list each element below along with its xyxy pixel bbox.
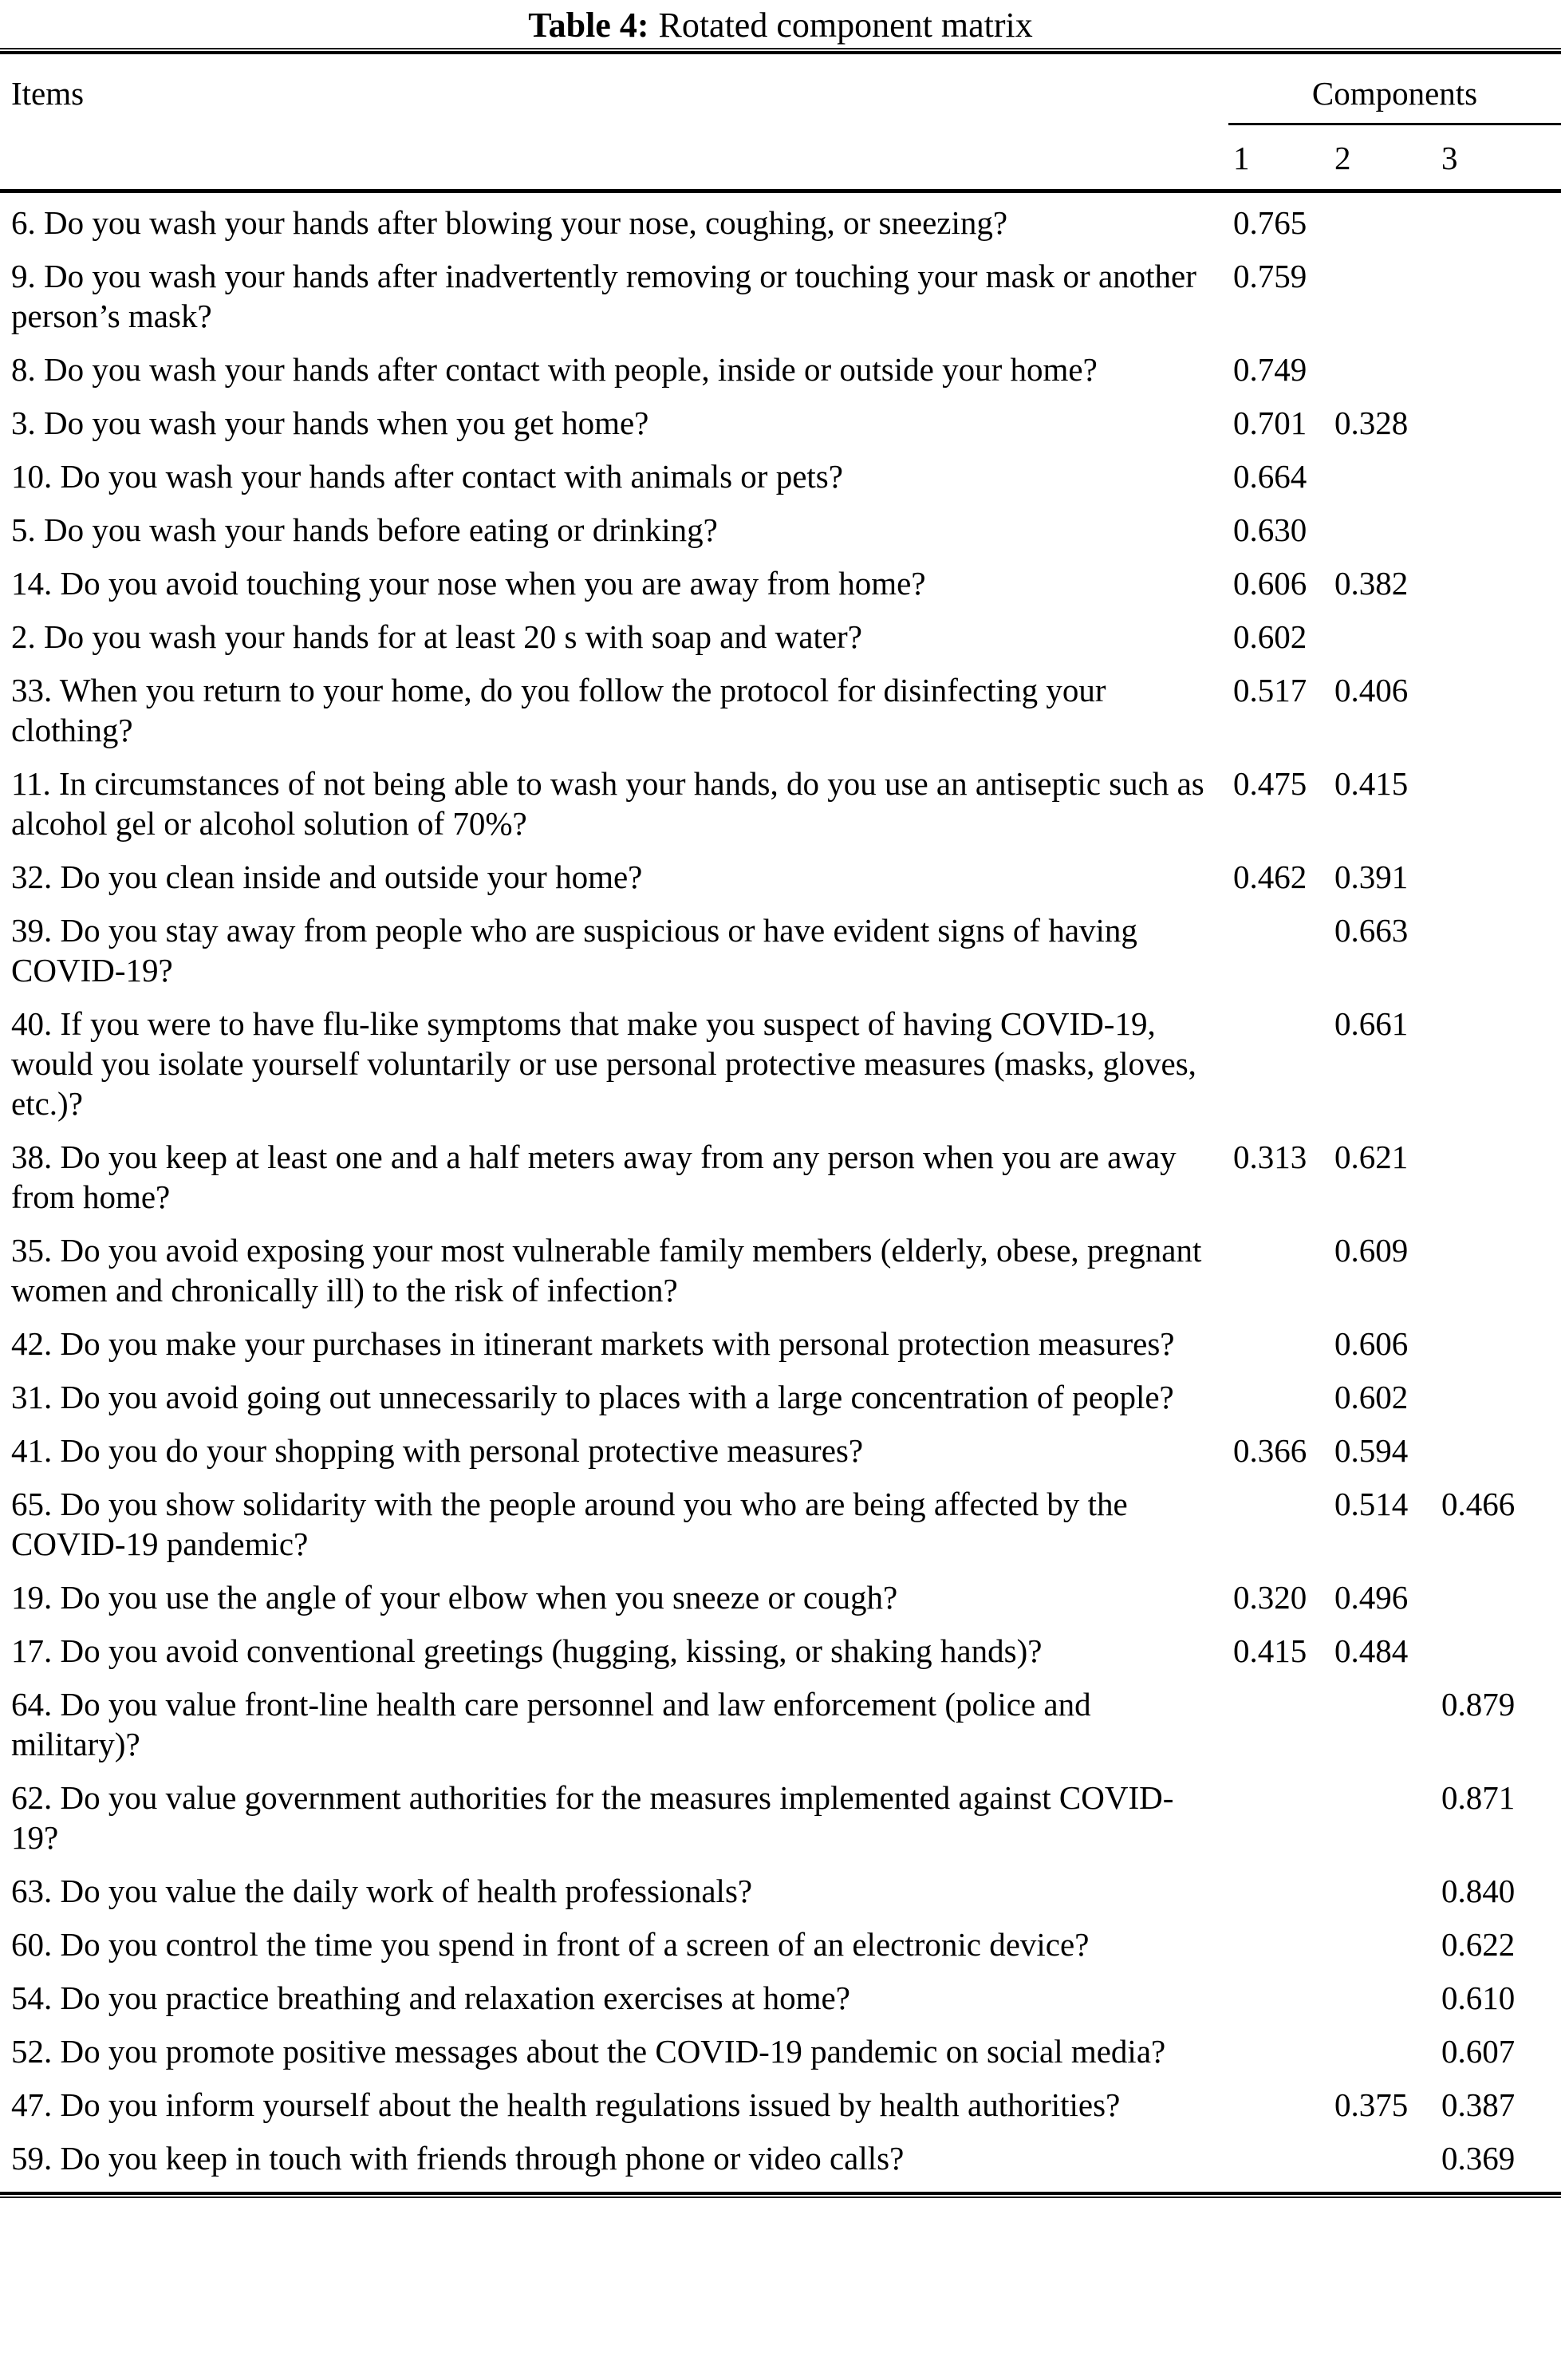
loading-component-3: 0.387 — [1441, 2086, 1516, 2123]
table-title-text: Rotated component matrix — [658, 6, 1033, 45]
loading-component-2: 0.406 — [1334, 672, 1409, 708]
loading-component-3: 0.610 — [1441, 1979, 1516, 2016]
table-row — [0, 1577, 1561, 1631]
loading-component-1 — [1228, 1377, 1330, 1431]
loading-component-1: 0.313 — [1233, 1139, 1307, 1175]
table-top-rule — [0, 48, 1561, 54]
loading-component-1: 0.606 — [1233, 565, 1307, 602]
item-text: 63. Do you value the daily work of health professionals? — [11, 1873, 753, 1909]
loading-component-3: 0.840 — [1441, 1873, 1516, 1909]
loading-component-3 — [1435, 1577, 1561, 1631]
loading-component-2 — [1330, 1978, 1435, 2031]
table-row — [0, 2138, 1561, 2192]
item-text: 6. Do you wash your hands after blowing your nose, coughing, or sneezing? — [11, 204, 1008, 241]
loading-component-2: 0.663 — [1334, 912, 1409, 949]
loading-component-2 — [1330, 2031, 1435, 2085]
table-row — [0, 563, 1561, 617]
loading-component-3 — [1435, 510, 1561, 563]
loading-component-1 — [1228, 910, 1330, 1004]
table-row — [0, 1978, 1561, 2031]
loading-component-1: 0.701 — [1233, 405, 1307, 441]
table-body — [0, 191, 1561, 2193]
item-text: 14. Do you avoid touching your nose when you are away from home? — [11, 565, 926, 602]
loading-component-2 — [1330, 1778, 1435, 1871]
loading-component-1: 0.765 — [1233, 204, 1307, 241]
loading-component-2: 0.621 — [1334, 1139, 1409, 1175]
loading-component-3 — [1435, 1631, 1561, 1684]
loading-component-1: 0.630 — [1233, 511, 1307, 548]
loading-component-1 — [1228, 1230, 1330, 1324]
loading-component-1 — [1228, 1684, 1330, 1778]
loading-component-1: 0.517 — [1233, 672, 1307, 708]
loading-component-2: 0.609 — [1334, 1232, 1409, 1269]
loading-component-2 — [1330, 1924, 1435, 1978]
loading-component-1 — [1228, 1004, 1330, 1137]
loading-component-1 — [1228, 1484, 1330, 1577]
loading-component-3: 0.369 — [1441, 2140, 1516, 2177]
table-row — [0, 403, 1561, 456]
table-row — [0, 2031, 1561, 2085]
loading-component-2: 0.328 — [1334, 405, 1409, 441]
loading-component-2: 0.382 — [1334, 565, 1409, 602]
loading-component-2 — [1330, 191, 1435, 257]
table-row — [0, 764, 1561, 857]
loading-component-2 — [1330, 2138, 1435, 2192]
loading-component-3 — [1435, 1377, 1561, 1431]
item-text: 60. Do you control the time you spend in front of a screen of an electronic device? — [11, 1926, 1090, 1963]
loading-component-2 — [1330, 1684, 1435, 1778]
loading-component-3 — [1435, 1004, 1561, 1137]
loading-component-1: 0.749 — [1233, 351, 1307, 388]
item-text: 9. Do you wash your hands after inadvertently removing or touching your mask or another person’s mask? — [11, 258, 1196, 334]
item-text: 11. In circumstances of not being able to wash your hands, do you use an antiseptic such as alcohol gel or alcohol solution of 70%? — [11, 765, 1204, 842]
item-text: 54. Do you practice breathing and relaxation exercises at home? — [11, 1979, 850, 2016]
table-row — [0, 1004, 1561, 1137]
table-row — [0, 857, 1561, 910]
item-text: 2. Do you wash your hands for at least 20 s with soap and water? — [11, 618, 862, 655]
loading-component-1: 0.475 — [1233, 765, 1307, 802]
table-row — [0, 1230, 1561, 1324]
item-text: 62. Do you value government authorities for the measures implemented against COVID-19? — [11, 1779, 1174, 1856]
header-row-groups — [0, 54, 1561, 124]
loading-component-1 — [1228, 1324, 1330, 1377]
loading-component-1 — [1228, 1978, 1330, 2031]
loading-component-3 — [1435, 456, 1561, 510]
item-text: 10. Do you wash your hands after contact with animals or pets? — [11, 458, 843, 495]
loading-component-3 — [1435, 910, 1561, 1004]
item-text: 42. Do you make your purchases in itinerant markets with personal protection measures? — [11, 1325, 1175, 1362]
components-column-group-header: Components — [1228, 54, 1561, 124]
item-text: 35. Do you avoid exposing your most vulnerable family members (elderly, obese, pregnant women and chronically ill) to the risk of infection? — [11, 1232, 1202, 1308]
loading-component-3 — [1435, 670, 1561, 764]
loading-component-1: 0.366 — [1233, 1432, 1307, 1469]
loading-component-3 — [1435, 1324, 1561, 1377]
component-2-column-header: 2 — [1334, 140, 1351, 176]
table-row — [0, 670, 1561, 764]
table-row — [0, 1631, 1561, 1684]
loading-component-2: 0.514 — [1334, 1486, 1409, 1522]
loading-component-1: 0.664 — [1233, 458, 1307, 495]
loading-component-3 — [1435, 617, 1561, 670]
table-row — [0, 1924, 1561, 1978]
loading-component-2 — [1330, 617, 1435, 670]
loading-component-1: 0.462 — [1233, 858, 1307, 895]
item-text: 59. Do you keep in touch with friends through phone or video calls? — [11, 2140, 905, 2177]
item-text: 39. Do you stay away from people who are suspicious or have evident signs of having COVID-19? — [11, 912, 1137, 989]
table-title — [0, 0, 1561, 48]
item-text: 64. Do you value front-line health care personnel and law enforcement (police and military)? — [11, 1686, 1091, 1762]
item-text: 5. Do you wash your hands before eating or drinking? — [11, 511, 718, 548]
loading-component-3 — [1435, 1137, 1561, 1230]
loading-component-1: 0.320 — [1233, 1579, 1307, 1616]
loading-component-1 — [1228, 1871, 1330, 1924]
item-text: 33. When you return to your home, do you follow the protocol for disinfecting your clothing? — [11, 672, 1106, 748]
loading-component-3 — [1435, 256, 1561, 349]
items-column-header: Items — [11, 75, 85, 112]
loading-component-3 — [1435, 1230, 1561, 1324]
loading-component-1: 0.415 — [1233, 1632, 1307, 1669]
table-title-label: Table 4: — [528, 6, 649, 45]
table-row — [0, 510, 1561, 563]
item-text: 40. If you were to have flu-like symptoms that make you suspect of having COVID-19, would you isolate yourself voluntarily or use personal protective measures (masks, gloves, etc.)? — [11, 1005, 1196, 1122]
loading-component-3 — [1435, 764, 1561, 857]
loading-component-3: 0.466 — [1441, 1486, 1516, 1522]
table-row — [0, 1684, 1561, 1778]
table-row — [0, 617, 1561, 670]
loading-component-2 — [1330, 256, 1435, 349]
table-row — [0, 1484, 1561, 1577]
table-row — [0, 910, 1561, 1004]
component-1-column-header: 1 — [1233, 140, 1250, 176]
loading-component-2 — [1330, 349, 1435, 403]
item-text: 8. Do you wash your hands after contact with people, inside or outside your home? — [11, 351, 1098, 388]
loading-component-2: 0.594 — [1334, 1432, 1409, 1469]
item-text: 65. Do you show solidarity with the people around you who are being affected by the COVID-19 pandemic? — [11, 1486, 1128, 1562]
item-text: 17. Do you avoid conventional greetings (hugging, kissing, or shaking hands)? — [11, 1632, 1043, 1669]
loading-component-2: 0.606 — [1334, 1325, 1409, 1362]
loading-component-3 — [1435, 349, 1561, 403]
rotated-component-matrix-table — [0, 54, 1561, 2192]
table-header — [0, 54, 1561, 191]
table-row — [0, 1871, 1561, 1924]
loading-component-1 — [1228, 2031, 1330, 2085]
item-text: 38. Do you keep at least one and a half meters away from any person when you are away from home? — [11, 1139, 1177, 1215]
loading-component-2: 0.602 — [1334, 1379, 1409, 1415]
loading-component-2: 0.391 — [1334, 858, 1409, 895]
loading-component-2 — [1330, 1871, 1435, 1924]
item-text: 3. Do you wash your hands when you get home? — [11, 405, 649, 441]
loading-component-3 — [1435, 1431, 1561, 1484]
loading-component-3: 0.607 — [1441, 2033, 1516, 2070]
loading-component-3: 0.871 — [1441, 1779, 1516, 1816]
item-text: 41. Do you do your shopping with personal protective measures? — [11, 1432, 864, 1469]
loading-component-2: 0.484 — [1334, 1632, 1409, 1669]
item-text: 52. Do you promote positive messages about the COVID-19 pandemic on social media? — [11, 2033, 1166, 2070]
item-text: 19. Do you use the angle of your elbow when you sneeze or cough? — [11, 1579, 898, 1616]
loading-component-1 — [1228, 1924, 1330, 1978]
item-text: 47. Do you inform yourself about the health regulations issued by health authorities? — [11, 2086, 1121, 2123]
table-bottom-rule — [0, 2192, 1561, 2198]
item-text: 32. Do you clean inside and outside your home? — [11, 858, 643, 895]
loading-component-1 — [1228, 2138, 1330, 2192]
loading-component-3: 0.622 — [1441, 1926, 1516, 1963]
loading-component-3 — [1435, 403, 1561, 456]
item-text: 31. Do you avoid going out unnecessarily to places with a large concentration of people? — [11, 1379, 1174, 1415]
loading-component-2: 0.496 — [1334, 1579, 1409, 1616]
loading-component-2: 0.375 — [1334, 2086, 1409, 2123]
loading-component-3 — [1435, 857, 1561, 910]
loading-component-3: 0.879 — [1441, 1686, 1516, 1723]
table-row — [0, 2085, 1561, 2138]
table-row — [0, 1377, 1561, 1431]
loading-component-1 — [1228, 1778, 1330, 1871]
component-3-column-header: 3 — [1441, 140, 1458, 176]
table-row — [0, 1324, 1561, 1377]
loading-component-1: 0.602 — [1233, 618, 1307, 655]
loading-component-2: 0.661 — [1334, 1005, 1409, 1042]
loading-component-1: 0.759 — [1233, 258, 1307, 294]
table-row — [0, 456, 1561, 510]
loading-component-2 — [1330, 510, 1435, 563]
loading-component-3 — [1435, 563, 1561, 617]
table-row — [0, 349, 1561, 403]
loading-component-2: 0.415 — [1334, 765, 1409, 802]
table-row — [0, 256, 1561, 349]
loading-component-2 — [1330, 456, 1435, 510]
table-row — [0, 191, 1561, 257]
table-row — [0, 1431, 1561, 1484]
loading-component-1 — [1228, 2085, 1330, 2138]
table-row — [0, 1137, 1561, 1230]
table-row — [0, 1778, 1561, 1871]
loading-component-3 — [1435, 191, 1561, 257]
